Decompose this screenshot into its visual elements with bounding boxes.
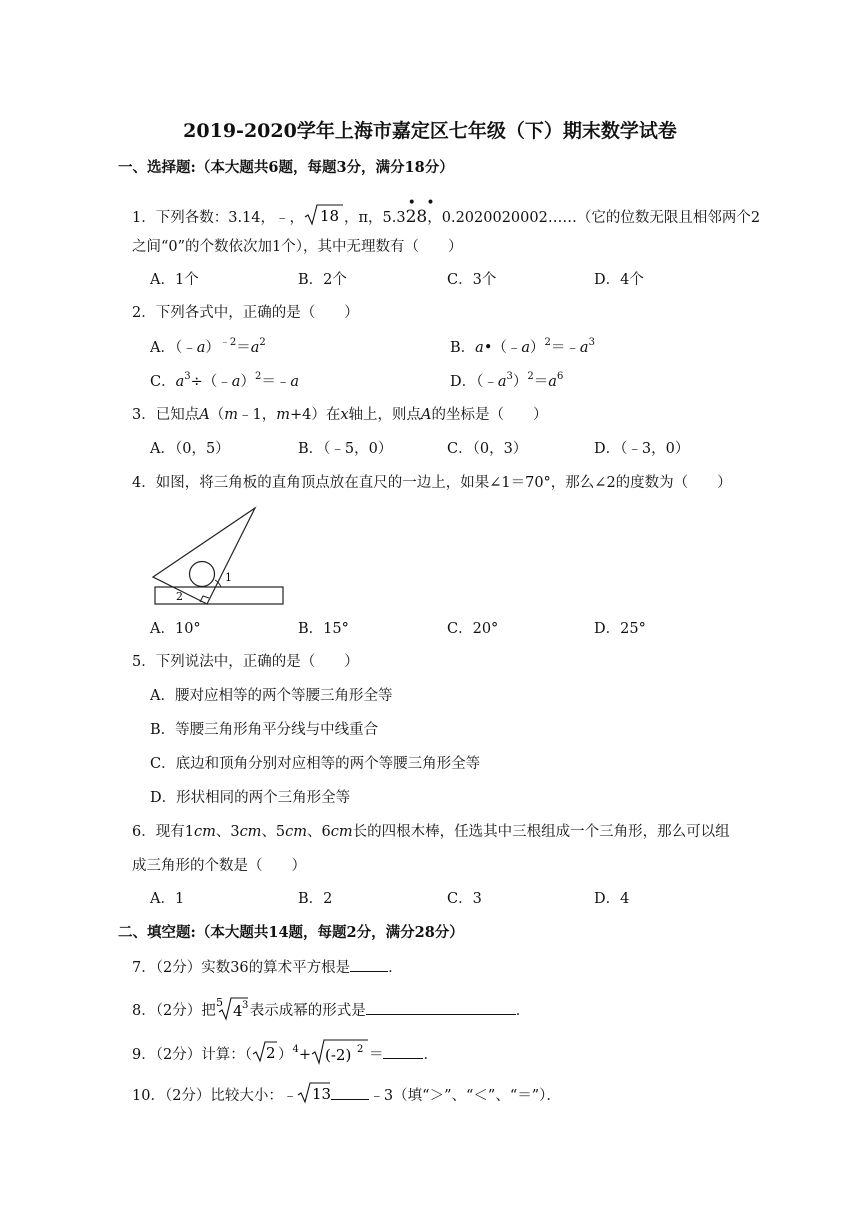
q6-option-a: A．1 bbox=[150, 891, 185, 907]
question-1 bbox=[132, 195, 761, 233]
q1-rest: ，0.2020020002……（它的位数无限且相邻两个2 bbox=[427, 210, 761, 226]
svg-text:2: 2 bbox=[265, 1044, 276, 1062]
q4-option-a: A．10° bbox=[150, 621, 201, 637]
q1-mid: ，π，5.3 bbox=[344, 210, 406, 226]
question-6-line2: 成三角形的个数是（ ） bbox=[132, 858, 306, 874]
sqrt-neg2-squared bbox=[311, 1038, 369, 1072]
answer-blank bbox=[331, 1085, 369, 1100]
q5-option-c: C．底边和顶角分别对应相等的两个等腰三角形全等 bbox=[150, 756, 481, 772]
question-1-line2: 之间“0”的个数依次加1个），其中无理数有（ ） bbox=[132, 239, 463, 255]
q3-option-d: D．（﹣3，0） bbox=[594, 441, 690, 457]
q1-option-b: B．2个 bbox=[298, 272, 347, 288]
sqrt-2 bbox=[252, 1040, 278, 1070]
question-7: 7．（2分）实数36的算术平方根是 ． bbox=[132, 957, 403, 978]
q6-option-d: D．4 bbox=[594, 891, 630, 907]
q5-option-b: B．等腰三角形角平分线与中线重合 bbox=[150, 722, 379, 738]
q6-option-c: C．3 bbox=[447, 891, 482, 907]
q2-option-b: B．$a•(﹣a)^2=﹣a^3$ bbox=[450, 337, 595, 356]
set-square-triangle bbox=[153, 508, 255, 604]
svg-text:5: 5 bbox=[215, 996, 223, 1009]
q2-option-d: D．$(﹣a^3)^2=a^6$ bbox=[450, 371, 564, 390]
q5-option-d: D．形状相同的两个三角形全等 bbox=[150, 790, 351, 806]
sqrt-13 bbox=[297, 1081, 331, 1111]
repeating-decimal: • • 28 bbox=[405, 195, 438, 227]
answer-blank bbox=[350, 957, 388, 972]
q2-option-c: C．$a^3\div(﹣a)^2=﹣a$ bbox=[150, 371, 299, 390]
set-square-hole bbox=[190, 562, 215, 587]
q1-radicand: 18 bbox=[320, 207, 340, 225]
svg-text:2: 2 bbox=[356, 1044, 364, 1055]
question-2: 2．下列各式中，正确的是（ ） bbox=[132, 305, 359, 321]
q5-option-a: A．腰对应相等的两个等腰三角形全等 bbox=[150, 688, 393, 704]
answer-blank bbox=[366, 1000, 516, 1015]
q1-prefix: 1．下列各数：3.14，﹣， bbox=[132, 210, 305, 226]
q4-option-c: C．20° bbox=[447, 621, 499, 637]
answer-blank bbox=[383, 1044, 423, 1059]
angle-2-label: 2 bbox=[176, 590, 183, 603]
question-4: 4．如图，将三角板的直角顶点放在直尺的一边上，如果∠1＝70°，那么∠2的度数为（ ） bbox=[132, 475, 732, 491]
page-title: 2019-2020学年上海市嘉定区七年级（下）期末数学试卷 bbox=[183, 120, 677, 142]
question-9: 9．（2分）计算：（ 2 ）$^4$+ (-2) 2 ＝ ． bbox=[132, 1038, 438, 1072]
question-10: 10．（2分）比较大小：﹣ 13 ﹣3（填“＞”、“＜”、“＝”）． bbox=[132, 1081, 561, 1111]
q4-option-b: B．15° bbox=[298, 621, 349, 637]
q3-option-a: A．（0，5） bbox=[150, 441, 230, 457]
q3-option-b: B．（﹣5，0） bbox=[298, 441, 393, 457]
root-5-of-4-cubed bbox=[216, 995, 250, 1027]
section-heading-fill: 二、填空题:（本大题共14题，每题2分，满分28分） bbox=[118, 924, 464, 941]
question-5: 5．下列说法中，正确的是（ ） bbox=[132, 654, 359, 670]
q6-option-b: B．2 bbox=[298, 891, 333, 907]
q2-option-a: A．$(﹣a)^{﹣2}=a^2$ bbox=[150, 337, 266, 356]
svg-text:13: 13 bbox=[312, 1085, 332, 1103]
q4-option-d: D．25° bbox=[594, 621, 646, 637]
question-3: 3．已知点A（m﹣1，m+4）在x轴上，则点A的坐标是（ ） bbox=[132, 407, 548, 423]
angle-1-label: 1 bbox=[225, 571, 232, 584]
ruler-rect bbox=[155, 587, 283, 604]
section-heading-choice: 一、选择题:（本大题共6题，每题3分，满分18分） bbox=[118, 159, 454, 176]
sqrt-18 bbox=[304, 203, 344, 233]
question-6: 6．现有1cm、3cm、5cm、6cm长的四根木棒，任选其中三根组成一个三角形，那么可以组 bbox=[132, 824, 730, 840]
q1-option-c: C．3个 bbox=[447, 272, 497, 288]
svg-text:4: 4 bbox=[232, 1002, 243, 1020]
q1-option-d: D．4个 bbox=[594, 272, 644, 288]
question-8: 8．（2分）把 5 4 3 表示成幂的形式是 ． bbox=[132, 995, 530, 1027]
svg-text:(-2): (-2) bbox=[324, 1046, 352, 1064]
triangle-ruler-figure bbox=[145, 500, 290, 610]
svg-text:3: 3 bbox=[241, 1000, 249, 1011]
q1-option-a: A．1个 bbox=[150, 272, 199, 288]
q3-option-c: C．（0，3） bbox=[447, 441, 528, 457]
